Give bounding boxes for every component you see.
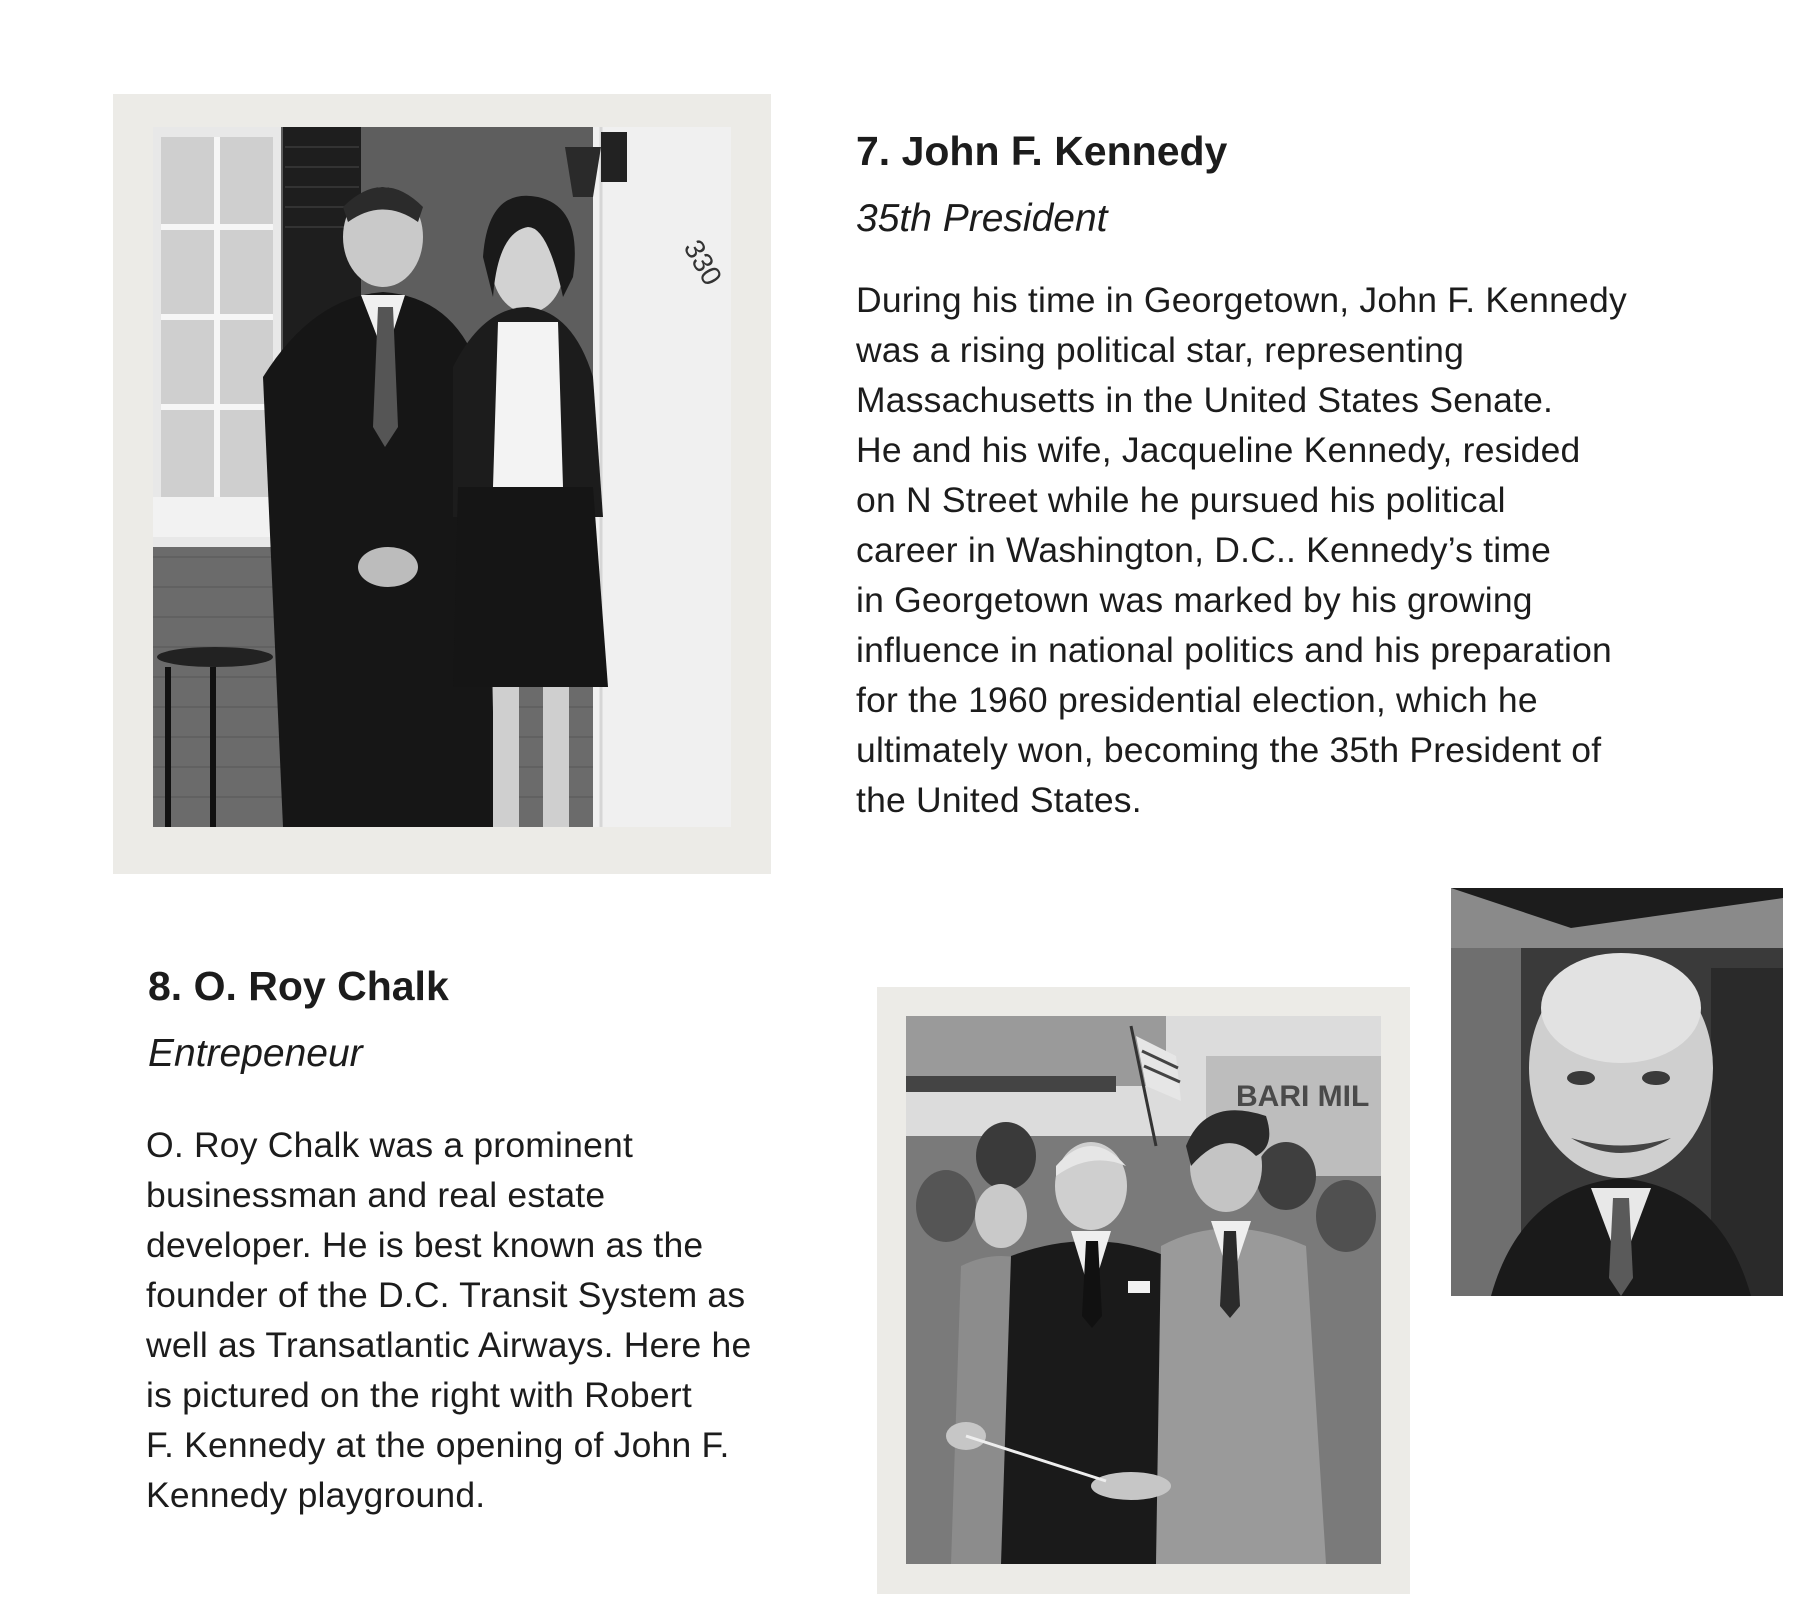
text-line: career in Washington, D.C.. Kennedy’s time <box>856 530 1552 570</box>
text-line: businessman and real estate <box>146 1175 606 1215</box>
text-line: in Georgetown was marked by his growing <box>856 580 1533 620</box>
text-line: is pictured on the right with Robert <box>146 1375 692 1415</box>
text-line: F. Kennedy at the opening of John F. <box>146 1425 730 1465</box>
chalk-portrait-photo <box>1451 888 1783 1296</box>
jfk-heading: 7. John F. Kennedy <box>856 128 1228 174</box>
chalk-kennedy-photo <box>906 1016 1381 1564</box>
text-line: influence in national politics and his preparation <box>856 630 1612 670</box>
text-line: During his time in Georgetown, John F. Kennedy <box>856 280 1627 320</box>
text-line: for the 1960 presidential election, which he <box>856 680 1538 720</box>
text-line: well as Transatlantic Airways. Here he <box>146 1325 752 1365</box>
house-number-text: 330 <box>677 234 729 291</box>
jfk-photo <box>153 127 731 827</box>
jfk-description <box>856 275 1627 825</box>
text-line: ultimately won, becoming the 35th President of <box>856 730 1602 770</box>
text-line: founder of the D.C. Transit System as <box>146 1275 746 1315</box>
jfk-subtitle: 35th President <box>856 197 1108 240</box>
text-line: O. Roy Chalk was a prominent <box>146 1125 634 1165</box>
text-line: Kennedy playground. <box>146 1475 486 1515</box>
chalk-description <box>146 1120 751 1520</box>
text-line: developer. He is best known as the <box>146 1225 704 1265</box>
text-line: on N Street while he pursued his political <box>856 480 1506 520</box>
text-line: Massachusetts in the United States Senate. <box>856 380 1554 420</box>
text-line: the United States. <box>856 780 1142 820</box>
storefront-sign-text: BARI MIL <box>1236 1080 1370 1113</box>
chalk-subtitle: Entrepeneur <box>148 1032 363 1075</box>
text-line: He and his wife, Jacqueline Kennedy, resided <box>856 430 1581 470</box>
text-line: was a rising political star, representing <box>856 330 1465 370</box>
chalk-heading: 8. O. Roy Chalk <box>148 963 449 1009</box>
